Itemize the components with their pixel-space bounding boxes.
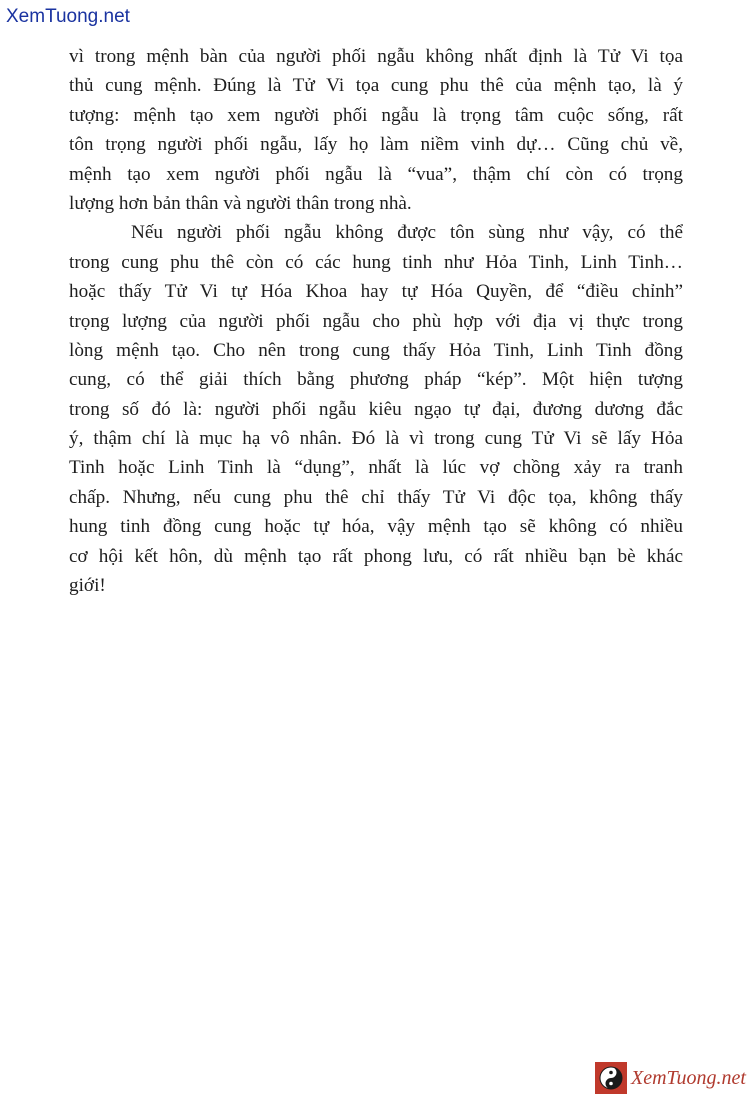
text-line: tượng: mệnh tạo xem người phối ngẫu là trọng tâm cuộc sống, rất — [69, 104, 683, 126]
text-line: hoặc thấy Tử Vi tự Hóa Khoa hay tự Hóa Quyền, để “điều chỉnh” — [69, 281, 683, 303]
text-line: cung, có thể giải thích bằng phương pháp “kép”. Một hiện tượng — [69, 369, 683, 391]
text-line: trong cung phu thê còn có các hung tinh như Hỏa Tinh, Linh Tinh… — [69, 251, 683, 273]
text-line: trọng lượng của người phối ngẫu cho phù hợp với địa vị thực trong — [69, 310, 683, 332]
text-line: tôn trọng người phối ngẫu, lấy họ làm niềm vinh dự… Cũng chủ về, — [69, 134, 683, 156]
text-line: mệnh tạo xem người phối ngẫu là “vua”, thậm chí còn có trọng — [69, 163, 683, 185]
text-line: thủ cung mệnh. Đúng là Tử Vi tọa cung phu thê của mệnh tạo, là ý — [69, 75, 683, 97]
text-line: ý, thậm chí là mục hạ vô nhân. Đó là vì trong cung Tử Vi sẽ lấy Hỏa — [69, 428, 683, 450]
document-body — [69, 42, 683, 600]
text-line: lượng hơn bản thân và người thân trong nhà. — [69, 192, 412, 214]
text-line: Tinh hoặc Linh Tinh là “dụng”, nhất là lúc vợ chồng xảy ra tranh — [69, 457, 683, 479]
paragraph-1 — [69, 42, 683, 218]
text-line: chấp. Nhưng, nếu cung phu thê chỉ thấy Tử Vi độc tọa, không thấy — [69, 486, 683, 508]
paragraph-2 — [69, 218, 683, 600]
text-line: trong số đó là: người phối ngẫu kiêu ngạo tự đại, đương dương đắc — [69, 398, 683, 420]
text-line: lòng mệnh tạo. Cho nên trong cung thấy Hỏa Tinh, Linh Tinh đồng — [69, 339, 683, 361]
footer-logo — [595, 1062, 746, 1094]
text-line: giới! — [69, 575, 106, 597]
logo-wordmark: XemTuong.net — [631, 1066, 746, 1089]
text-line: Nếu người phối ngẫu không được tôn sùng như vậy, có thể — [131, 222, 683, 244]
yin-yang-icon — [595, 1062, 627, 1094]
text-line: vì trong mệnh bàn của người phối ngẫu không nhất định là Tử Vi tọa — [69, 46, 683, 67]
text-line: hung tinh đồng cung hoặc tự hóa, vậy mệnh tạo sẽ không có nhiều — [69, 516, 683, 538]
site-watermark: XemTuong.net — [6, 6, 130, 27]
text-line: cơ hội kết hôn, dù mệnh tạo rất phong lưu, có rất nhiều bạn bè khác — [69, 545, 683, 567]
